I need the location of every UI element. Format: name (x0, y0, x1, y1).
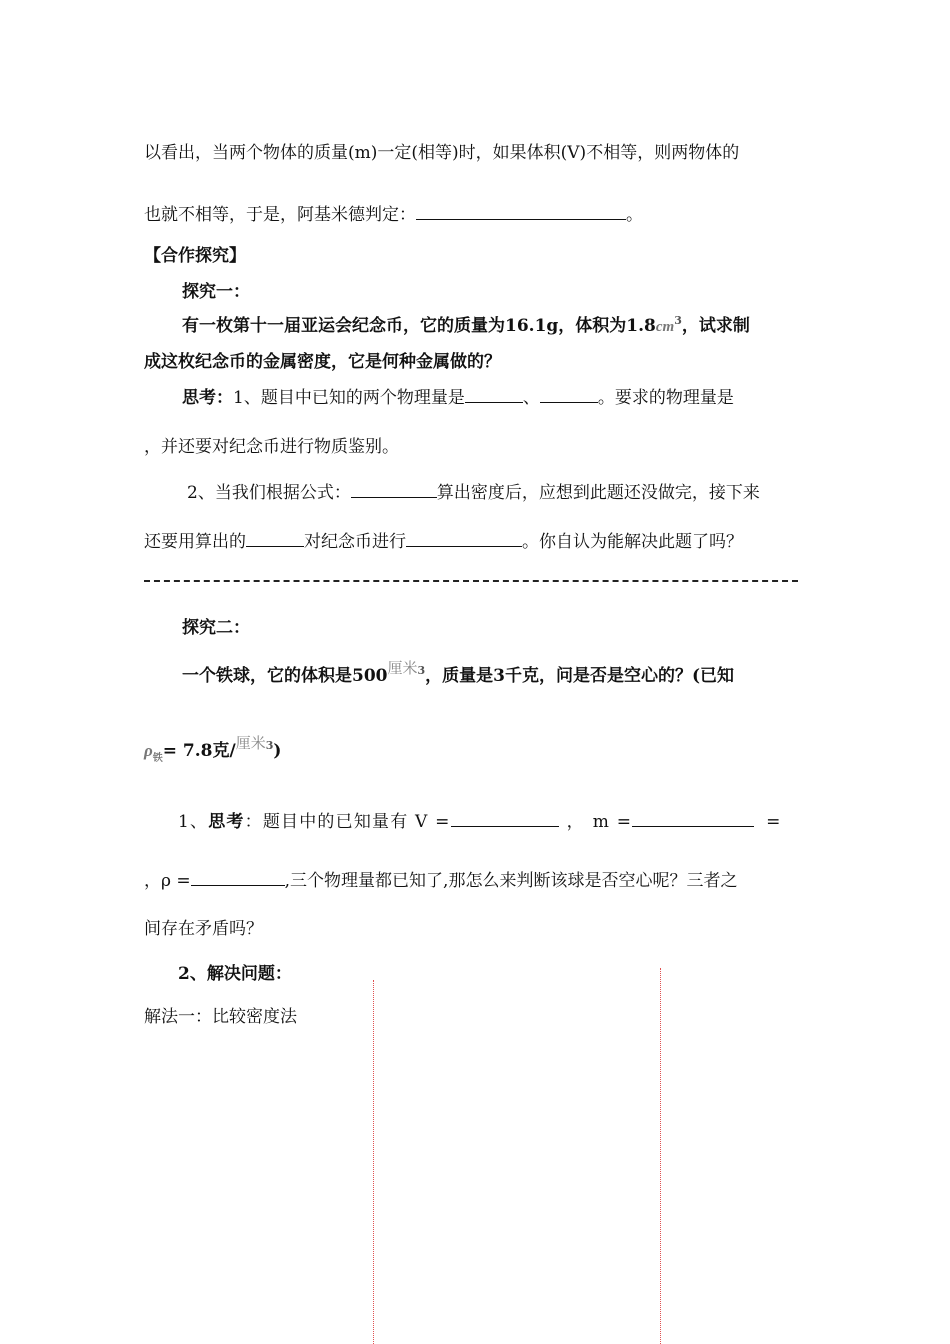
answer-blank[interactable] (416, 203, 626, 220)
think-text: = (766, 812, 782, 832)
unit-exponent: 3 (674, 314, 682, 327)
answer-blank[interactable] (632, 810, 754, 827)
question-text: 有一枚第十一届亚运会纪念币，它的质量为16.1g，体积为1.8 (182, 316, 656, 336)
explore2-question-line1 (182, 659, 735, 689)
answer-blank[interactable] (351, 481, 437, 498)
explore2-think-line3 (144, 918, 263, 940)
think-text: 算出密度后，应想到此题还没做完，接下来 (436, 483, 760, 503)
think-text: 2、当我们根据公式： (187, 483, 351, 503)
explore1-think-line2 (144, 436, 399, 458)
explore1-question-line2 (144, 351, 501, 373)
explore2-solve-title (178, 963, 292, 985)
method-text: 解法一：比较密度法 (144, 1007, 297, 1027)
question-text: ，质量是3千克，问是否是空心的？(已知 (425, 666, 735, 686)
think-text: ，ρ = (144, 871, 191, 891)
think-text: m = (592, 812, 633, 832)
explore2-method1 (144, 1006, 297, 1028)
column-divider (660, 968, 661, 1344)
think-text: 1、题目中已知的两个物理量是 (233, 388, 465, 408)
explore1-think3-line (144, 530, 743, 553)
explore1-title-text: 探究一： (182, 282, 250, 302)
rho-symbol: ρ (144, 741, 153, 760)
separator: 、 (522, 388, 540, 408)
think-number: 1、 (178, 812, 209, 832)
answer-blank[interactable] (191, 869, 285, 886)
question-text-end: ) (273, 741, 282, 761)
explore2-title (182, 617, 250, 639)
question-text: 成这枚纪念币的金属密度，它是何种金属做的？ (144, 352, 501, 372)
explore1-question-line1 (182, 315, 750, 339)
think-text-end: 。要求的物理量是 (597, 388, 734, 408)
unit-exponent: 3 (417, 664, 426, 677)
explore2-title-text: 探究二： (182, 618, 250, 638)
explore2-question-line2 (144, 734, 282, 765)
think-text-end: 。你自认为能解决此题了吗？ (522, 532, 743, 552)
separator: ， (566, 812, 585, 832)
solve-title-text: 2、解决问题： (178, 964, 292, 984)
explore2-think-line2 (144, 869, 737, 892)
think-text: 对纪念币进行 (304, 532, 406, 552)
unit-cm3: 厘米 (387, 659, 418, 677)
answer-blank[interactable] (451, 810, 559, 827)
unit-cm3: 厘米 (235, 734, 266, 752)
rho-subscript: 铁 (152, 753, 163, 764)
explore1-title (182, 281, 250, 303)
column-divider (373, 980, 374, 1344)
think-text: 还要用算出的 (144, 532, 246, 552)
answer-blank[interactable] (540, 386, 598, 403)
think-text: ,三个物理量都已知了,那怎么来判断该球是否空心呢？三者之 (284, 871, 738, 891)
paragraph-line-1 (144, 142, 739, 164)
think-text: ：题目中的已知量有 V = (244, 812, 451, 832)
section-heading (144, 245, 246, 267)
think-label: 思考 (208, 812, 245, 832)
question-text: 一个铁球，它的体积是500 (182, 666, 388, 686)
paragraph-end: 。 (626, 205, 643, 225)
explore1-think2-line (187, 481, 760, 504)
density-value: = 7.8克/ (162, 741, 236, 761)
answer-blank[interactable] (246, 530, 304, 547)
think-text: ，并还要对纪念币进行物质鉴别。 (144, 437, 399, 457)
section-heading-text: 【合作探究】 (144, 246, 246, 266)
paragraph-line-2 (144, 203, 643, 226)
answer-blank[interactable] (406, 530, 522, 547)
dashed-separator (144, 580, 798, 582)
unit-cm: cm (655, 319, 675, 335)
explore2-think-line1 (178, 810, 782, 833)
think-text: 间存在矛盾吗？ (144, 919, 263, 939)
paragraph-text: 以看出，当两个物体的质量(m)一定(相等)时，如果体积(V)不相等，则两物体的 (144, 143, 740, 163)
question-text-end: ，试求制 (681, 316, 750, 336)
explore1-think-line1 (182, 386, 734, 409)
answer-blank[interactable] (465, 386, 523, 403)
paragraph-text: 也就不相等，于是，阿基米德判定： (144, 205, 416, 225)
think-label: 思考： (182, 388, 233, 408)
unit-exponent: 3 (265, 739, 274, 752)
